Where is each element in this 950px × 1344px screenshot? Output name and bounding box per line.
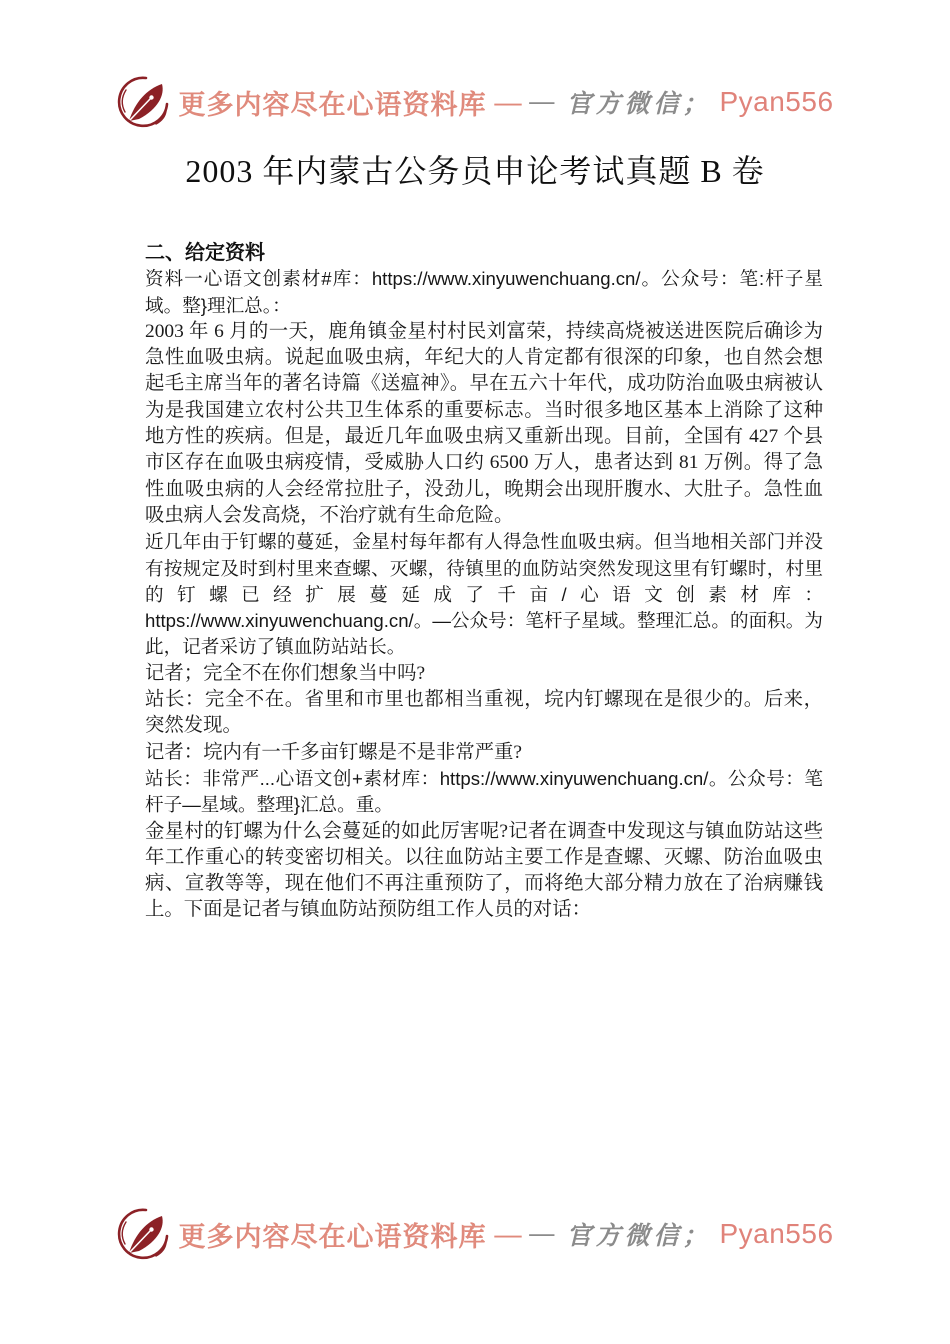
- header-promo-text: 更多内容尽在心语资料库: [178, 89, 487, 120]
- footer-wechat-id: Pyan556: [719, 1218, 834, 1249]
- header-wechat-label: 官方微信；: [566, 91, 712, 118]
- document-title: 2003 年内蒙古公务员申论考试真题 B 卷: [185, 153, 765, 189]
- document-body: [145, 240, 823, 924]
- paragraph-analysis: 金星村的钉螺为什么会蔓延的如此厉害呢?记者在调查中发现这与镇血防站这些年工作重心的转变密切相关。以往血防站主要工作是查螺、灭螺、防治血吸虫病、宣教等等，现在他们不再注重预防了，而将绝大部分精力放在了治病赚钱上。下面是记者与镇血防站预防组工作人员的对话：: [145, 820, 823, 921]
- paragraph-snail-spread: 近几年由于钉螺的蔓延，金星村每年都有人得急性血吸虫病。但当地相关部门并没有按规定及时到村里来查螺、灭螺，待镇里的血防站突然发现这里有钉螺时，村里的钉螺已经扩展蔓延成了千亩/心语文创素材库：https://www.xinyuwenchuang.cn/。—公众号：笔杆子星域。整理汇总。的面积。为此，记者采访了镇血防站站长。: [145, 531, 823, 658]
- dialog-line-reporter-2: 记者：垸内有一千多亩钉螺是不是非常严重?: [145, 741, 523, 763]
- dialog-line-stationmaster-1: 站长：完全不在。省里和市里也都相当重视，垸内钉螺现在是很少的。后来，突然发现。: [145, 689, 823, 737]
- header-wechat-dash: —: [529, 88, 559, 115]
- pen-swirl-logo-icon: [116, 1206, 170, 1262]
- footer-dash-salmon: —: [494, 1218, 522, 1249]
- footer-brand-bar: [0, 1206, 950, 1262]
- footer-wechat-dash: —: [529, 1220, 559, 1247]
- footer-wechat-label: 官方微信；: [566, 1223, 712, 1250]
- footer-promo-text: 更多内容尽在心语资料库: [178, 1221, 487, 1252]
- header-wechat-id: Pyan556: [719, 86, 834, 117]
- pen-swirl-logo-icon: [116, 74, 170, 130]
- header-brand-bar: [0, 74, 950, 130]
- dialog-line-stationmaster-2: 站长：非常严...心语文创+素材库：https://www.xinyuwenchuang.cn/。公众号：笔杆子—星域。整理}汇总。重。: [145, 767, 823, 816]
- paragraph-intro-schistosomiasis: 2003 年 6 月的一天，鹿角镇金星村村民刘富荣，持续高烧被送进医院后确诊为急性血吸虫病。说起血吸虫病，年纪大的人肯定都有很深的印象，也自然会想起毛主席当年的著名诗篇《送瘟神》。早在五六十年代，成功防治血吸虫病被认为是我国建立农村公共卫生体系的重要标志。当时很多地区基本上消除了这种地方性的疾病。但是，最近几年血吸虫病又重新出现。目前，全国有 427 个县市区存在血吸虫病疫情，受威胁人口约 6500 万人，患者达到 81 万例。得了急性血吸虫病的人会经常拉肚子，没劲儿，晚期会出现肝腹水、大肚子。急性血吸虫病人会发高烧，不治疗就有生命危险。: [145, 320, 823, 526]
- section-heading-given-materials: 二、给定资料: [145, 242, 265, 264]
- header-dash-salmon: —: [494, 86, 522, 117]
- dialog-line-reporter-1: 记者；完全不在你们想象当中吗?: [145, 662, 426, 684]
- paragraph-source-note: 资料一心语文创素材#库：https://www.xinyuwenchuang.cn/。公众号：笔:杆子星域。整}理汇总。：: [145, 268, 823, 316]
